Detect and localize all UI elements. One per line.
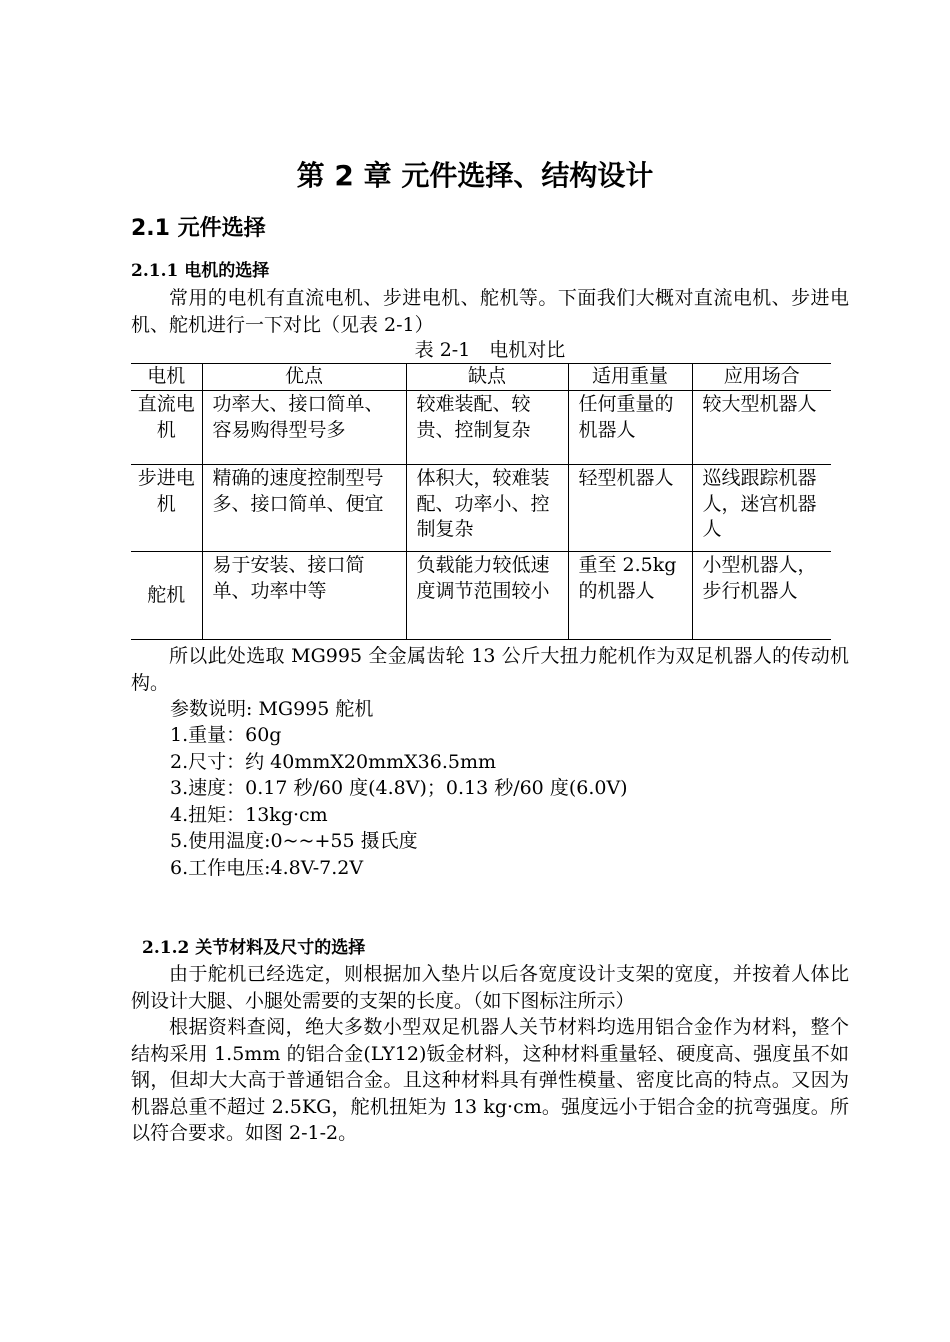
- joint-paragraph-2: 根据资料查阅，绝大多数小型双足机器人关节材料均选用铝合金作为材料，整个结构采用 1.5mm 的铝合金(LY12)钣金材料，这种材料重量轻、硬度高、强度虽不如钢，但却大大高于普通铝合金。且这种材料具有弹性模量、密度比高的特点。又因为机器总重不超过 2.5KG，舵机扭矩为 13 kg·cm。强度远小于铝合金的抗弯强度。所以符合要求。如图 2-1-2。: [131, 1016, 849, 1144]
- cell-weight: 轻型机器人: [568, 465, 692, 552]
- table-caption: 表 2-1 电机对比: [414, 339, 566, 361]
- motor-comparison-table: [131, 363, 831, 640]
- list-item: 6.工作电压:4.8V-7.2V: [170, 856, 364, 879]
- table-row: [131, 465, 831, 552]
- header-pros: 优点: [202, 364, 406, 391]
- cell-motor: 舵机: [131, 552, 202, 640]
- list-item: 5.使用温度:0~~+55 摄氏度: [170, 830, 418, 853]
- cell-cons: 较难装配、较贵、控制复杂: [406, 391, 568, 465]
- header-cons: 缺点: [406, 364, 568, 391]
- conclusion-paragraph: 所以此处选取 MG995 全金属齿轮 13 公斤大扭力舵机作为双足机器人的传动机构。: [131, 645, 849, 694]
- intro-paragraph: 常用的电机有直流电机、步进电机、舵机等。下面我们大概对直流电机、步进电机、舵机进行一下对比（见表 2-1）: [131, 287, 849, 336]
- cell-pros: 易于安装、接口简单、功率中等: [202, 552, 406, 640]
- list-item: 4.扭矩：13kg·cm: [170, 803, 328, 826]
- table-header-row: [131, 364, 831, 391]
- cell-weight: 任何重量的机器人: [568, 391, 692, 465]
- header-weight: 适用重量: [568, 364, 692, 391]
- cell-use: 巡线跟踪机器人，迷宫机器人: [692, 465, 831, 552]
- subsection-title-joint: 2.1.2 关节材料及尺寸的选择: [142, 938, 366, 958]
- joint-paragraph-1: 由于舵机已经选定，则根据加入垫片以后各宽度设计支架的宽度，并按着人体比例设计大腿、小腿处需要的支架的长度。（如下图标注所示）: [131, 963, 849, 1012]
- cell-weight: 重至 2.5kg 的机器人: [568, 552, 692, 640]
- header-use: 应用场合: [692, 364, 831, 391]
- cell-motor: 步进电机: [131, 465, 202, 552]
- section-title: 2.1 元件选择: [131, 216, 266, 241]
- list-item: 3.速度：0.17 秒/60 度(4.8V)；0.13 秒/60 度(6.0V): [170, 777, 628, 800]
- header-motor: 电机: [131, 364, 202, 391]
- cell-cons: 体积大，较难装配、功率小、控制复杂: [406, 465, 568, 552]
- list-item: 2.尺寸：约 40mmX20mmX36.5mm: [170, 750, 496, 773]
- cell-motor: 直流电机: [131, 391, 202, 465]
- cell-use: 较大型机器人: [692, 391, 831, 465]
- cell-pros: 精确的速度控制型号多、接口简单、便宜: [202, 465, 406, 552]
- cell-cons: 负载能力较低速度调节范围较小: [406, 552, 568, 640]
- table-row: [131, 552, 831, 640]
- list-item: 1.重量：60g: [170, 724, 282, 746]
- chapter-title: 第 2 章 元件选择、结构设计: [296, 159, 654, 192]
- params-title: 参数说明: MG995 舵机: [170, 698, 374, 720]
- table-row: [131, 391, 831, 465]
- subsection-title-motor: 2.1.1 电机的选择: [131, 261, 270, 281]
- cell-use: 小型机器人，步行机器人: [692, 552, 831, 640]
- servo-spec-list: [170, 722, 628, 882]
- cell-pros: 功率大、接口简单、容易购得型号多: [202, 391, 406, 465]
